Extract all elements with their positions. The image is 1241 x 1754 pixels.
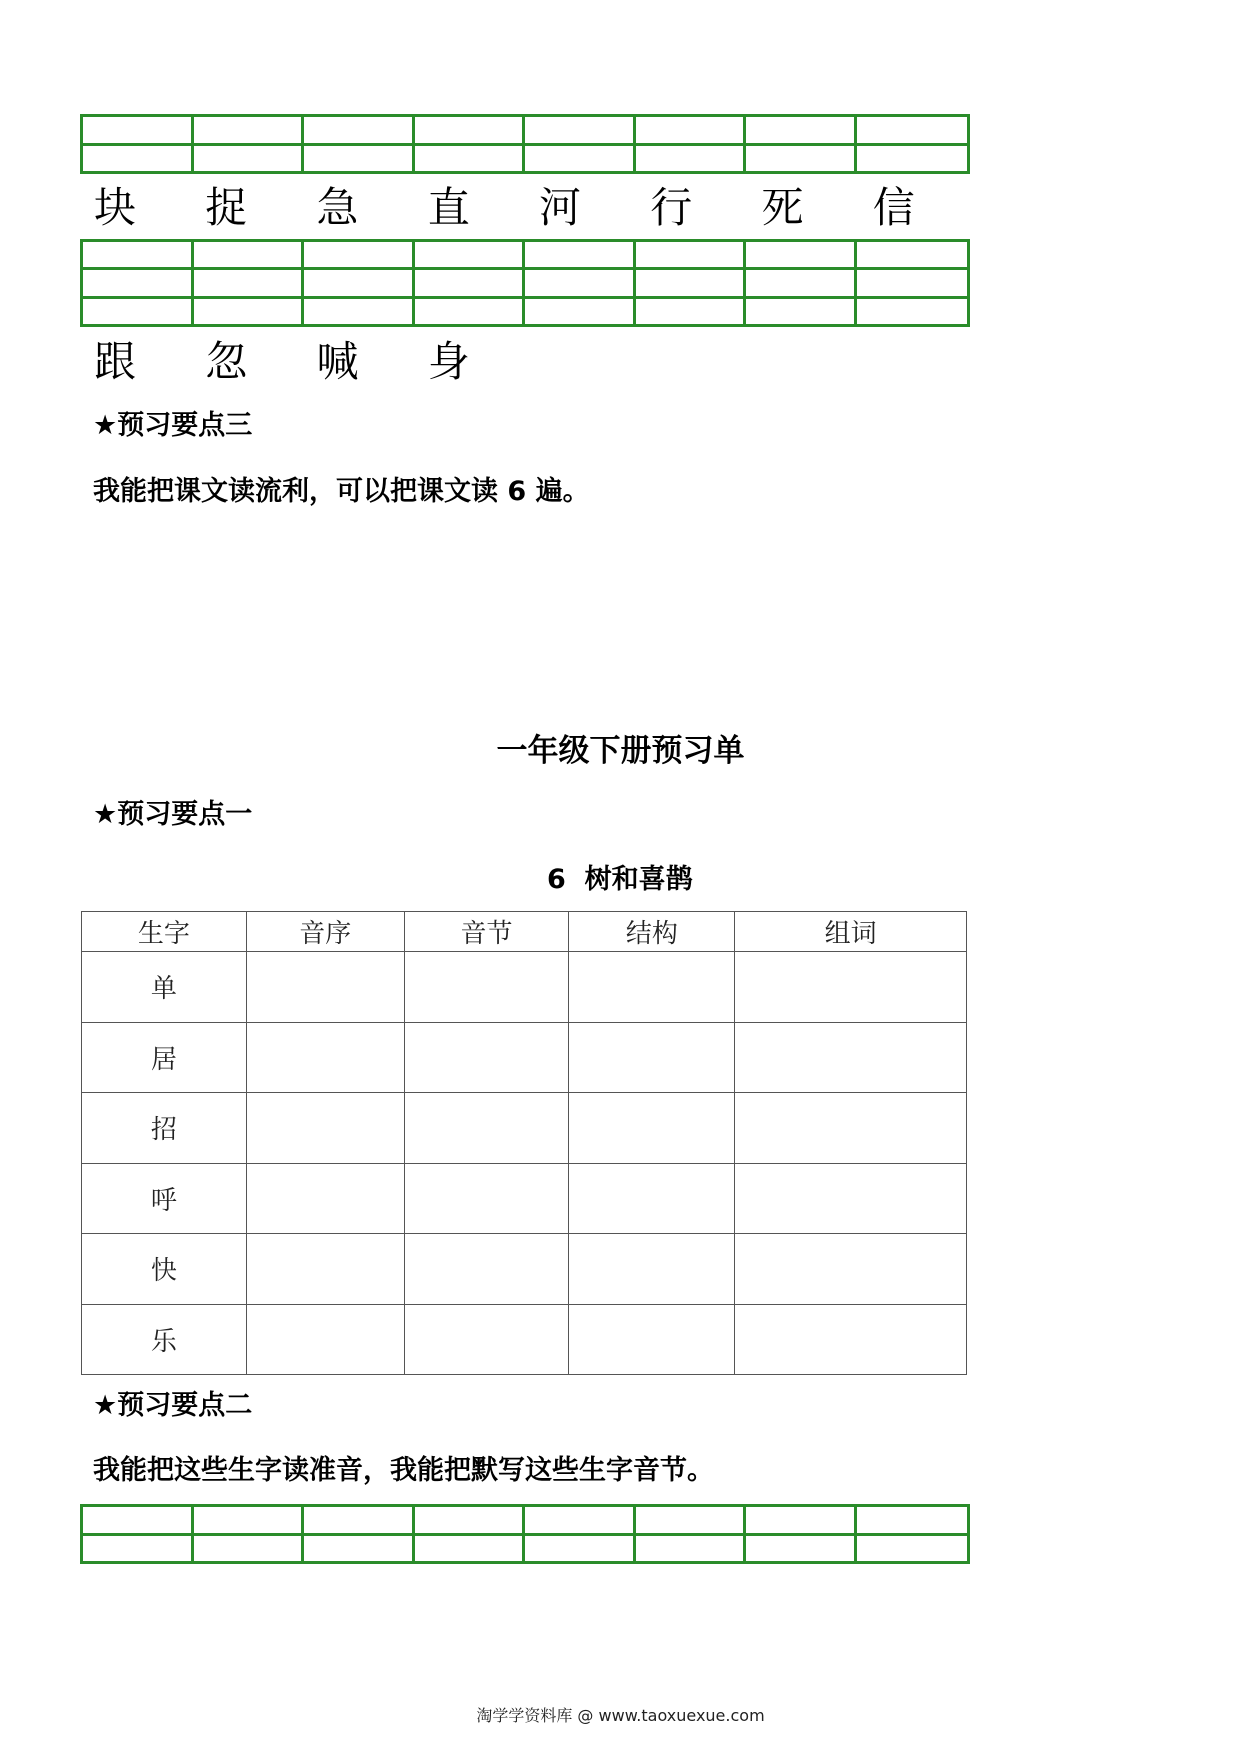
blank-cell[interactable] — [246, 1163, 404, 1234]
characters-row-1 — [80, 176, 970, 240]
blank-cell[interactable] — [246, 1022, 404, 1093]
character: 身 — [427, 337, 470, 386]
vocab-table — [81, 911, 967, 1375]
blank-cell[interactable] — [569, 1304, 735, 1375]
character-cell: 单 — [82, 952, 247, 1023]
pinyin-cell[interactable] — [415, 242, 526, 324]
pinyin-cell[interactable] — [415, 1507, 526, 1561]
character: 死 — [761, 183, 804, 232]
pinyin-cell[interactable] — [636, 117, 747, 171]
character: 捉 — [205, 183, 248, 232]
pinyin-cell[interactable] — [415, 117, 526, 171]
blank-cell[interactable] — [735, 1022, 967, 1093]
table-row — [82, 1022, 967, 1093]
blank-cell[interactable] — [735, 1163, 967, 1234]
character-cell: 呼 — [82, 1163, 247, 1234]
pinyin-cell[interactable] — [194, 1507, 305, 1561]
pinyin-cell[interactable] — [636, 242, 747, 324]
pinyin-cell[interactable] — [636, 1507, 747, 1561]
table-row — [82, 1093, 967, 1164]
table-header-row — [82, 912, 967, 952]
pinyin-cell[interactable] — [525, 242, 636, 324]
blank-cell[interactable] — [246, 1234, 404, 1305]
blank-cell[interactable] — [246, 1093, 404, 1164]
column-header: 生字 — [82, 912, 247, 952]
character-cell: 招 — [82, 1093, 247, 1164]
character: 喊 — [316, 337, 359, 386]
pinyin-cell[interactable] — [857, 242, 968, 324]
blank-cell[interactable] — [404, 1234, 569, 1305]
pinyin-cell[interactable] — [525, 117, 636, 171]
pinyin-cell[interactable] — [194, 242, 305, 324]
blank-cell[interactable] — [569, 1234, 735, 1305]
pinyin-cell[interactable] — [746, 117, 857, 171]
pinyin-cell[interactable] — [746, 242, 857, 324]
character: 急 — [316, 183, 359, 232]
table-row — [82, 1234, 967, 1305]
character: 忽 — [205, 337, 248, 386]
blank-cell[interactable] — [404, 1022, 569, 1093]
pinyin-cell[interactable] — [525, 1507, 636, 1561]
character: 行 — [650, 183, 693, 232]
table-row — [82, 1304, 967, 1375]
blank-cell[interactable] — [404, 952, 569, 1023]
table-row — [82, 1163, 967, 1234]
pinyin-cell[interactable] — [83, 117, 194, 171]
pinyin-cell[interactable] — [83, 1507, 194, 1561]
blank-cell[interactable] — [404, 1093, 569, 1164]
section-1-heading: ★预习要点一 — [93, 799, 253, 830]
pinyin-cell[interactable] — [304, 1507, 415, 1561]
blank-cell[interactable] — [246, 1304, 404, 1375]
pinyin-cell[interactable] — [194, 117, 305, 171]
character-cell: 快 — [82, 1234, 247, 1305]
pinyin-cell[interactable] — [857, 117, 968, 171]
blank-cell[interactable] — [735, 1304, 967, 1375]
section-2-heading: ★预习要点二 — [93, 1390, 253, 1421]
table-row — [82, 952, 967, 1023]
blank-cell[interactable] — [404, 1163, 569, 1234]
lesson-title: 6 树和喜鹊 — [547, 864, 693, 895]
pinyin-cell[interactable] — [83, 242, 194, 324]
blank-cell[interactable] — [569, 952, 735, 1023]
pinyin-grid-3 — [80, 1504, 970, 1564]
blank-cell[interactable] — [735, 1093, 967, 1164]
pinyin-cell[interactable] — [304, 242, 415, 324]
character-cell: 乐 — [82, 1304, 247, 1375]
section-2-text: 我能把这些生字读准音，我能把默写这些生字音节。 — [93, 1455, 714, 1486]
character: 跟 — [94, 337, 137, 386]
pinyin-grid-2 — [80, 239, 970, 327]
column-header: 结构 — [569, 912, 735, 952]
character-cell: 居 — [82, 1022, 247, 1093]
page-title: 一年级下册预习单 — [496, 733, 745, 769]
pinyin-cell[interactable] — [746, 1507, 857, 1561]
blank-cell[interactable] — [246, 952, 404, 1023]
pinyin-cell[interactable] — [857, 1507, 968, 1561]
blank-cell[interactable] — [569, 1163, 735, 1234]
blank-cell[interactable] — [735, 952, 967, 1023]
column-header: 音节 — [404, 912, 569, 952]
footer-watermark: 淘学学资料库 @ www.taoxuexue.com — [476, 1706, 765, 1725]
character: 信 — [872, 183, 915, 232]
characters-row-2 — [80, 330, 970, 394]
character: 块 — [94, 183, 137, 232]
blank-cell[interactable] — [404, 1304, 569, 1375]
character: 河 — [539, 183, 582, 232]
section-3-heading: ★预习要点三 — [93, 410, 253, 441]
character: 直 — [427, 183, 470, 232]
section-3-text: 我能把课文读流利，可以把课文读 6 遍。 — [93, 476, 590, 507]
blank-cell[interactable] — [569, 1022, 735, 1093]
column-header: 组词 — [735, 912, 967, 952]
pinyin-cell[interactable] — [304, 117, 415, 171]
column-header: 音序 — [246, 912, 404, 952]
blank-cell[interactable] — [735, 1234, 967, 1305]
pinyin-grid-1 — [80, 114, 970, 174]
blank-cell[interactable] — [569, 1093, 735, 1164]
